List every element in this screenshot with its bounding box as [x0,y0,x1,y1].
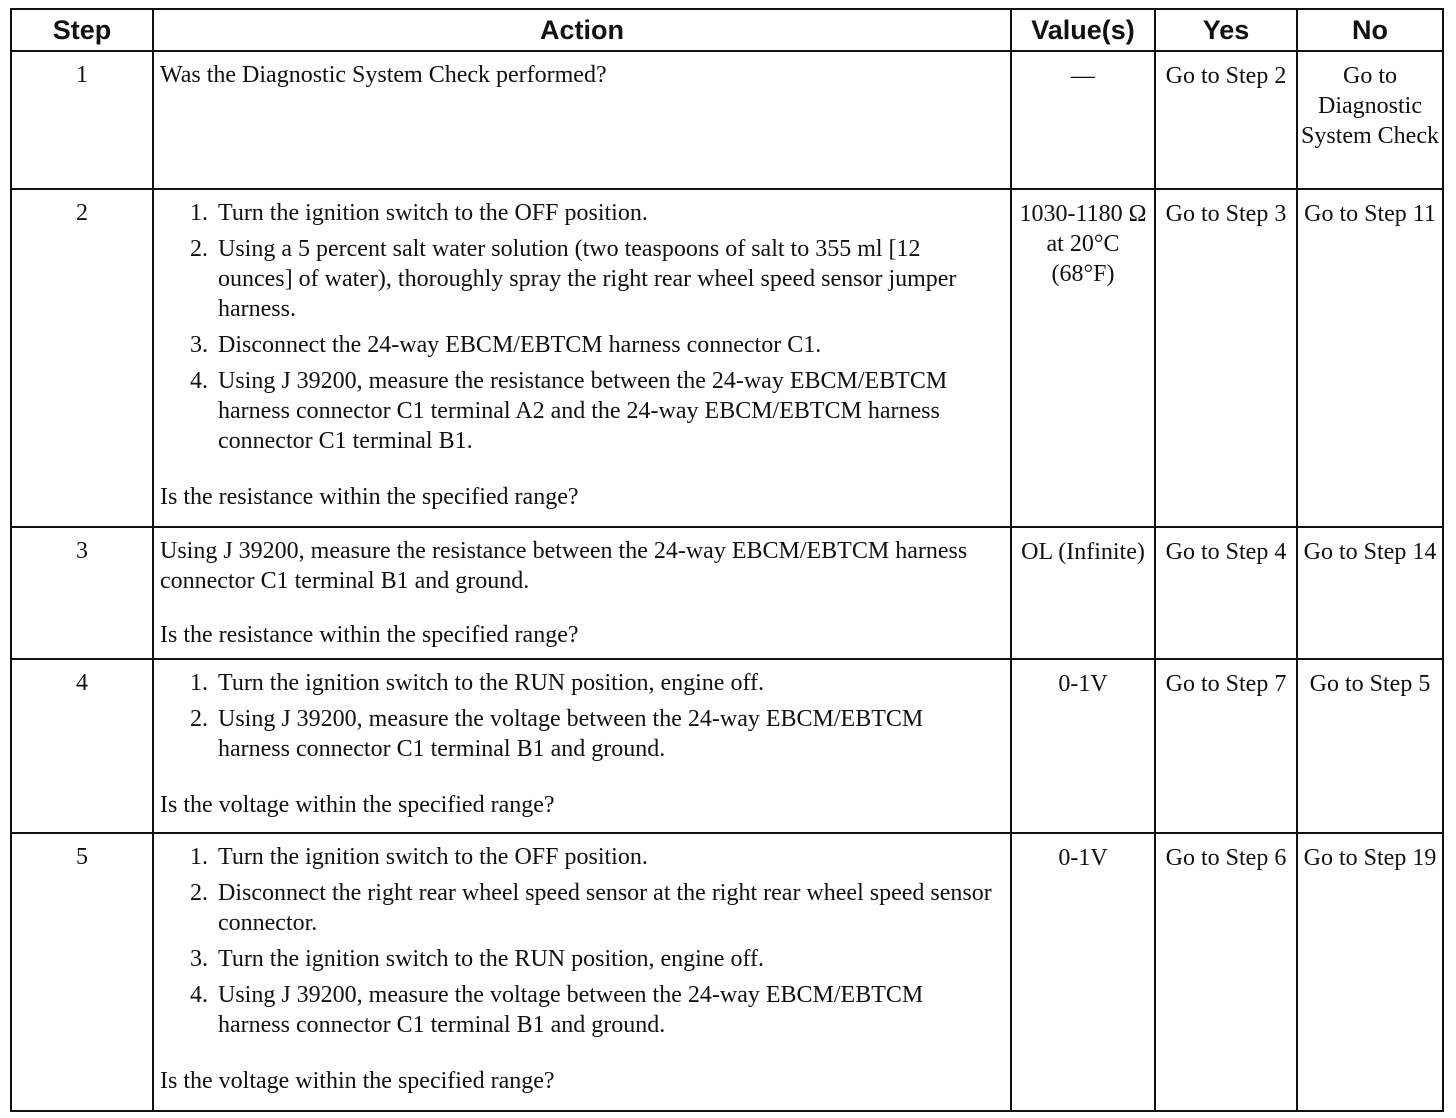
action-step: 4. Using J 39200, measure the resistance between the 24-way EBCM/EBTCM harness connector C1 terminal A2 and the 24-way EBCM/EBTCM harness connector C1 terminal B1. [214,366,996,456]
action-cell [153,51,1011,189]
action-cell [153,659,1011,833]
value-cell: — [1011,51,1155,189]
action-question: Was the Diagnostic System Check performed? [160,62,607,88]
action-step: 4. Using J 39200, measure the voltage between the 24-way EBCM/EBTCM harness connector C1 terminal B1 and ground. [214,980,996,1040]
action-cell [153,833,1011,1111]
yes-cell: Go to Step 6 [1155,833,1297,1111]
no-cell: Go to Step 19 [1297,833,1443,1111]
action-step: 2. Using J 39200, measure the voltage between the 24-way EBCM/EBTCM harness connector C1 terminal B1 and ground. [214,704,996,764]
action-step: 2. Using a 5 percent salt water solution (two teaspoons of salt to 355 ml [12 ounces] of water), thoroughly spray the right rear wheel speed sensor jumper harness. [214,234,996,324]
table-row [11,189,1443,527]
action-question: Is the resistance within the specified range? [160,622,579,648]
yes-cell: Go to Step 2 [1155,51,1297,189]
value-cell: 1030-1180 Ω at 20°C (68°F) [1011,189,1155,527]
header-row [11,9,1443,51]
no-cell: Go to Step 14 [1297,527,1443,659]
table-row [11,51,1443,189]
header-values: Value(s) [1011,9,1155,51]
action-steps-list [160,668,996,764]
yes-cell: Go to Step 4 [1155,527,1297,659]
action-cell [153,527,1011,659]
action-question: Is the resistance within the specified range? [160,484,579,510]
action-steps-list [160,842,996,1040]
action-step: 1. Turn the ignition switch to the OFF position. [214,842,996,872]
step-number: 5 [11,833,153,1111]
value-cell: OL (Infinite) [1011,527,1155,659]
value-cell: 0-1V [1011,659,1155,833]
action-step: 1. Turn the ignition switch to the RUN position, engine off. [214,668,996,698]
action-question: Is the voltage within the specified range? [160,792,555,818]
table-row [11,527,1443,659]
no-cell: Go to Step 11 [1297,189,1443,527]
step-number: 4 [11,659,153,833]
action-steps-list [160,198,996,456]
table-row [11,833,1443,1111]
step-number: 2 [11,189,153,527]
step-number: 3 [11,527,153,659]
action-step: 3. Turn the ignition switch to the RUN position, engine off. [214,944,996,974]
value-cell: 0-1V [1011,833,1155,1111]
header-action: Action [153,9,1011,51]
diagnostic-table [10,8,1444,1112]
step-number: 1 [11,51,153,189]
no-cell: Go to Step 5 [1297,659,1443,833]
no-cell: Go to Diagnostic System Check [1297,51,1443,189]
yes-cell: Go to Step 7 [1155,659,1297,833]
action-step: 3. Disconnect the 24-way EBCM/EBTCM harness connector C1. [214,330,996,360]
header-step: Step [11,9,153,51]
action-question: Is the voltage within the specified range? [160,1068,555,1094]
action-text: Using J 39200, measure the resistance between the 24-way EBCM/EBTCM harness connector C1 terminal B1 and ground. [160,538,968,594]
action-step: 1. Turn the ignition switch to the OFF position. [214,198,996,228]
action-step: 2. Disconnect the right rear wheel speed sensor at the right rear wheel speed sensor connector. [214,878,996,938]
action-cell [153,189,1011,527]
header-yes: Yes [1155,9,1297,51]
header-no: No [1297,9,1443,51]
table-row [11,659,1443,833]
yes-cell: Go to Step 3 [1155,189,1297,527]
